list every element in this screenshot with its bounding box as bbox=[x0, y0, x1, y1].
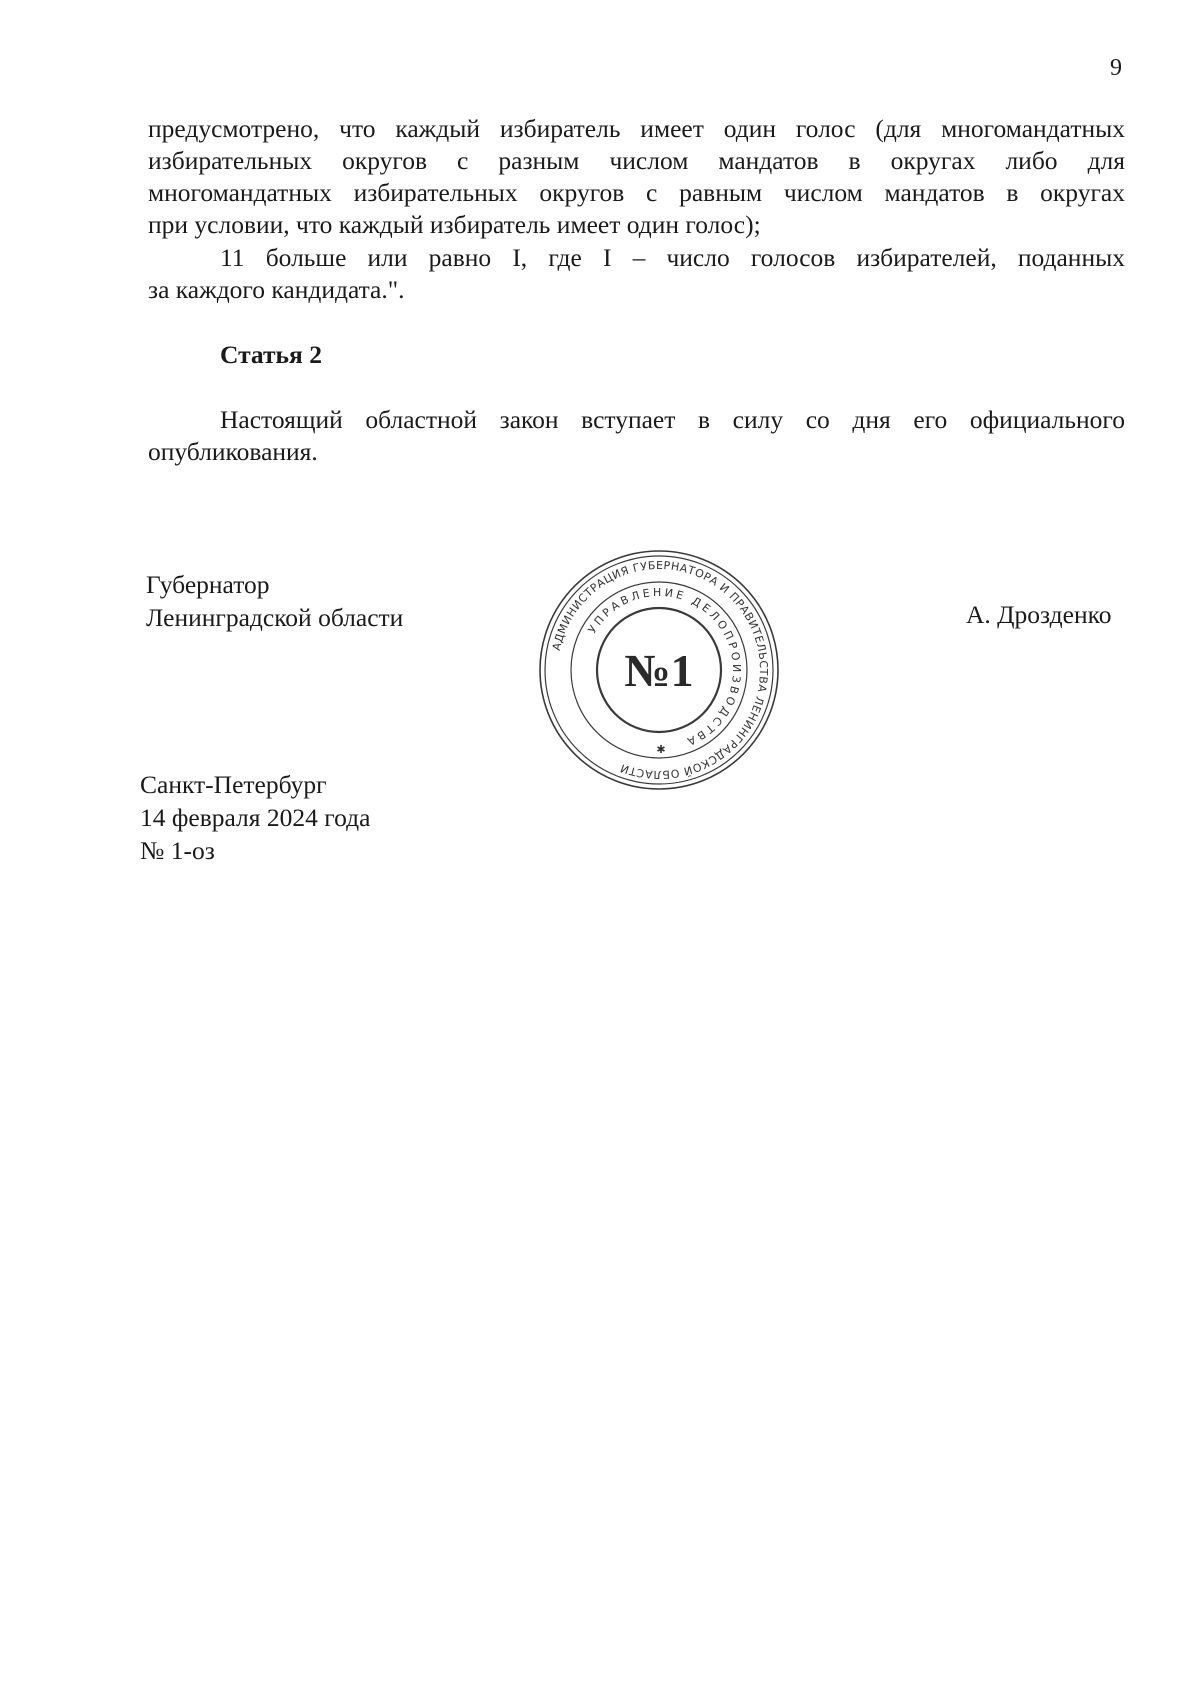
seal-inner-text: УПРАВЛЕНИЕ ДЕЛОПРОИЗВОДСТВА bbox=[585, 585, 744, 750]
signer-title-line: Ленинградской области bbox=[146, 603, 404, 632]
document-place: Санкт-Петербург bbox=[140, 770, 327, 799]
official-seal bbox=[537, 548, 781, 792]
paragraph-line: избирательных округов с разным числом мандатов в округах либо для bbox=[148, 146, 1125, 175]
signer-title bbox=[146, 568, 403, 634]
paragraph-continuation bbox=[148, 113, 1125, 241]
paragraph-formula-condition bbox=[148, 242, 1125, 306]
seal-star-icon: ✱ bbox=[656, 743, 666, 756]
document-footer bbox=[140, 768, 370, 867]
seal-center-number: №1 bbox=[624, 645, 694, 696]
paragraph-line: опубликования. bbox=[148, 437, 318, 466]
paragraph-line: предусмотрено, что каждый избиратель имеет один голос (для многомандатных bbox=[148, 114, 1125, 143]
paragraph-line: при условии, что каждый избиратель имеет один голос); bbox=[148, 210, 761, 239]
signer-name: А. Дрозденко bbox=[966, 600, 1112, 629]
page-number: 9 bbox=[1110, 55, 1122, 81]
paragraph-line: за каждого кандидата.". bbox=[148, 275, 405, 304]
paragraph-effective-date bbox=[148, 404, 1125, 468]
seal-outer-text: АДМИНИСТРАЦИЯ ГУБЕРНАТОРА И ПРАВИТЕЛЬСТВА ЛЕНИНГРАДСКОЙ ОБЛАСТИ bbox=[549, 558, 771, 782]
paragraph-line: многомандатных избирательных округов с равным числом мандатов в округах bbox=[148, 178, 1125, 207]
article-heading: Статья 2 bbox=[220, 340, 322, 369]
signer-title-line: Губернатор bbox=[146, 570, 270, 599]
document-date: 14 февраля 2024 года bbox=[140, 803, 371, 832]
paragraph-line: Настоящий областной закон вступает в силу со дня его официального bbox=[220, 405, 1125, 434]
paragraph-line: 11 больше или равно I, где I – число голосов избирателей, поданных bbox=[220, 243, 1125, 272]
document-number: № 1-оз bbox=[140, 836, 215, 865]
